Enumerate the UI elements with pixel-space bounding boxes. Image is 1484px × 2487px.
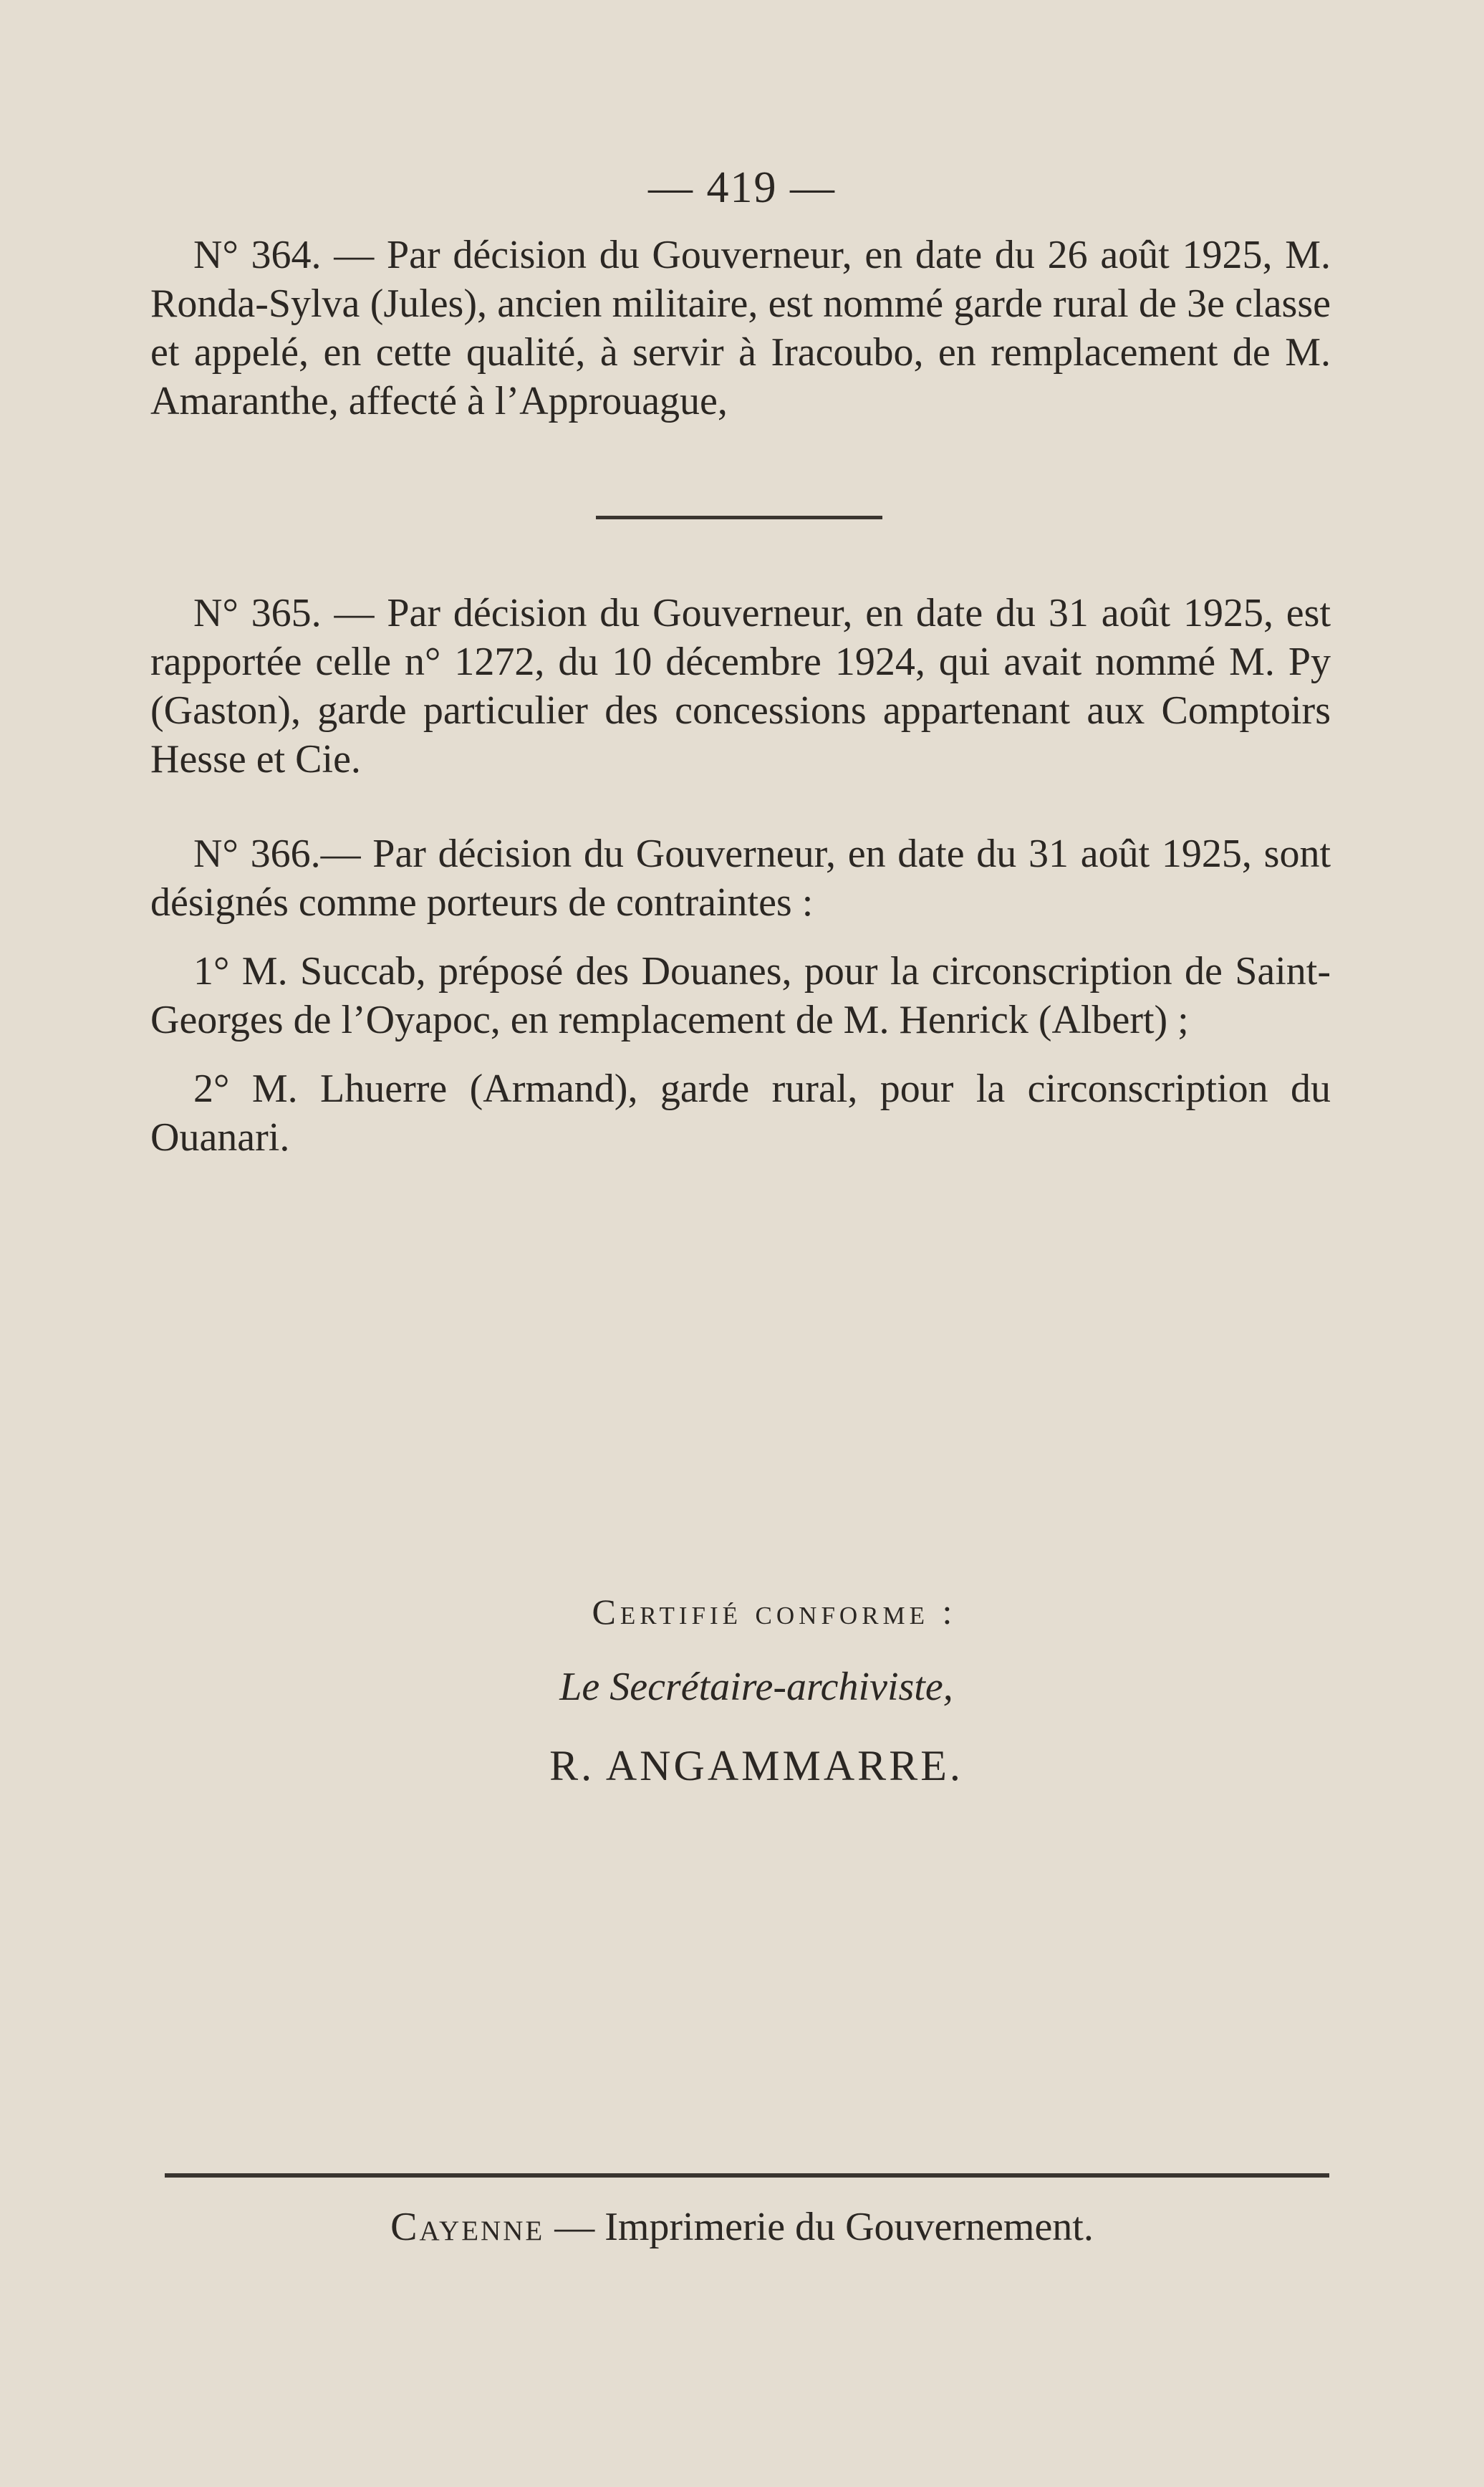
decision-365 [150, 589, 1331, 784]
short-separator-rule [596, 516, 882, 519]
decision-365-text: N° 365. — Par décision du Gouverneur, en date du 31 août 1925, est rapportée celle n° 1272, du 10 décembre 1924, qui avait nommé M. Py (Gaston), garde particulier des concessions appartenant aux Comptoirs Hesse et Cie. [150, 591, 1331, 781]
imprint-printer: Imprimerie du Gouvernement. [604, 2205, 1094, 2249]
decision-364-text: N° 364. — Par décision du Gouverneur, en date du 26 août 1925, M. Ronda-Sylva (Jules), ancien militaire, est nommé garde rural de 3e classe et appelé, en cette qualité, à servir à Iracoubo, en remplacement de M. Amaranthe, affecté à l’Approuague, [150, 233, 1331, 423]
decision-366-item-1: 1° M. Succab, préposé des Douanes, pour la circonscription de Saint-Georges de l’Oyapoc, en remplacement de M. Henrick (Albert) ; [150, 949, 1331, 1042]
imprint-place: Cayenne [390, 2205, 545, 2249]
decision-366-text: N° 366.— Par décision du Gouverneur, en date du 31 août 1925, sont désignés comme porteurs de contraintes : [150, 832, 1331, 925]
decision-366 [150, 829, 1331, 1162]
certification-signatory: R. ANGAMMARRE. [549, 1742, 963, 1789]
printer-imprint [0, 2202, 1484, 2252]
imprint-separator: — [544, 2205, 605, 2249]
footer-separator-rule [165, 2173, 1329, 2178]
certification-label: Certifié conforme : [592, 1592, 957, 1632]
decision-364 [150, 231, 1331, 425]
decision-366-item-2: 2° M. Lhuerre (Armand), garde rural, pour la circonscription du Ouanari. [150, 1067, 1331, 1160]
certification-role: Le Secrétaire-archiviste, [559, 1665, 953, 1709]
page-number: — 419 — [648, 163, 836, 212]
